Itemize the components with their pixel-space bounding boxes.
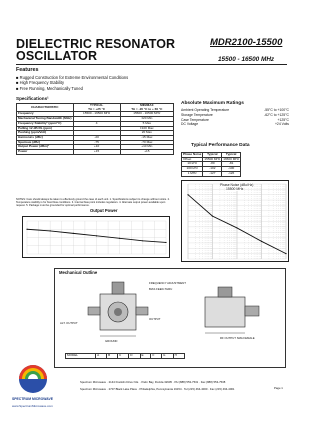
pn-point <box>261 241 262 242</box>
spec-cell: 4 <box>73 121 120 126</box>
spec-header-typ: TYPICAL TA = +25 °C <box>73 104 120 112</box>
output-power-title: Output Power <box>90 208 118 213</box>
pn-point <box>236 227 237 228</box>
features-list <box>16 75 128 91</box>
dims-cell: C <box>118 354 129 359</box>
spec-cell: 20 Max <box>120 131 173 136</box>
dims-cell: A <box>96 354 107 359</box>
pn-point <box>187 194 188 195</box>
feature-item-3: ■ Free Running, Mechanically Tuned <box>16 85 83 91</box>
spec-cell: -75 <box>73 140 120 145</box>
dims-cell: E <box>140 354 151 359</box>
page-title-line2: OSCILLATOR <box>16 49 98 63</box>
mech-label-rf-output: RF OUTPUT SMA FEMALE <box>220 336 255 340</box>
abs-max-value: -62°C to +125°C <box>264 112 289 117</box>
feature-item-2: ■ High Frequency Stability <box>16 80 64 86</box>
pn-header-0: Phase Noise <box>183 152 202 156</box>
mechanical-outline-box <box>54 268 286 368</box>
phase-noise-svg <box>182 181 289 262</box>
op-point <box>142 240 143 241</box>
op-point <box>73 233 74 234</box>
phase-noise-table <box>181 152 241 177</box>
logo-text: SPECTRUM MICROWAVE <box>12 397 54 401</box>
spec-cell: -15 Max <box>120 135 173 140</box>
specs-notes: NOTES: Care should always be taken to effectively ground the case of each unit. 1. Specifications subject to change without notice. 2. Temperature stability is for fixed bias conditions. 3. Internal bias point includes regulators. 4. Alternate output power available upon request. 5. Package must be grounded for optimal performance. <box>16 198 170 207</box>
abs-max-row <box>181 122 289 127</box>
abs-max-list <box>181 108 289 127</box>
dims-cell: F <box>151 354 162 359</box>
part-number: MDR2100-15500 <box>210 37 283 48</box>
spec-cell: ±100 Max <box>120 126 173 131</box>
specs-table <box>16 103 174 155</box>
abs-max-label: Ambient Operating Temperature <box>181 108 230 112</box>
header-rule <box>16 64 287 65</box>
pn-chart-subtitle: 15500 MHz <box>226 187 244 191</box>
pn-cell: -127 <box>203 171 222 176</box>
dims-cell: H <box>173 354 184 359</box>
mech-label-ground: GROUND <box>105 339 118 343</box>
spec-cell: -70 Max <box>120 140 173 145</box>
pn-sub-0: Offset <box>182 157 203 162</box>
pn-row <box>182 171 241 176</box>
spec-cell: Spurious (dBc) <box>17 140 74 145</box>
output-power-svg <box>23 217 170 258</box>
phase-noise-chart <box>181 180 289 262</box>
pn-cell: -126 <box>222 171 241 176</box>
op-point <box>50 230 51 231</box>
mech-heading: Mechanical Outline <box>59 270 98 275</box>
footer-page: Page 1 <box>274 386 283 390</box>
spec-cell: Frequency Stability² (ppm/°C) <box>17 121 74 126</box>
spec-cell: ±20 Min <box>120 117 173 122</box>
dims-cell: G <box>161 354 173 359</box>
footer-address-1: Spectrum Microwave · 2144 Franklin Drive N.E. · Palm Bay, Florida 32905 · PH (888) 553-7531 · Fax (888) 553-7538 <box>80 380 226 384</box>
spec-cell: +15 <box>73 150 120 155</box>
spec-header-char: CHARACTERISTIC <box>17 104 74 112</box>
abs-max-label: DC Voltage <box>181 122 199 127</box>
dims-cell: MODEL <box>66 354 96 359</box>
footer-url[interactable]: www.SpectrumMicrowave.com <box>12 404 53 408</box>
pn-cell: 10 kHz <box>182 162 203 167</box>
pn-point <box>285 253 286 254</box>
pn-cell: -102 <box>203 167 222 172</box>
pn-chart-title: Phase Noise (dBc/Hz) <box>220 183 254 187</box>
spec-cell: Pulling 12 dB RL (ppm) <box>17 126 74 131</box>
pn-header-1: Typical <box>203 153 222 158</box>
spec-cell: Harmonics (dBc) <box>17 135 74 140</box>
spec-row <box>17 150 174 155</box>
spec-cell: -20 <box>73 135 120 140</box>
mech-label-freq-adj: FREQUENCY ADJUSTMENT <box>149 281 186 285</box>
abs-max-value: +24 Volts <box>274 122 289 127</box>
op-point <box>165 242 166 243</box>
abs-max-value: -55°C to +100°C <box>264 108 289 112</box>
pn-cell: 1 MHz <box>182 171 203 176</box>
mech-label-alt-output: ALT. OUTPUT <box>60 321 78 325</box>
logo-graphic <box>16 362 50 396</box>
spec-cell: Mechanical Tuning Bandwidth (MHz) <box>18 116 72 121</box>
pn-cell: 100 kHz <box>182 167 203 172</box>
mech-label-bias: BIAS FEED-THRU <box>149 287 173 291</box>
mech-label-output: OUTPUT <box>149 317 161 321</box>
spec-cell: Pushing (ppm/Volt) <box>17 131 74 136</box>
spec-header-max: MIN/MAX TA = -20 °C to + 60 °C <box>120 104 173 112</box>
op-point <box>119 238 120 239</box>
spec-cell: 15500 - 16500 MHz <box>120 112 173 117</box>
footer-address-2: Spectrum Microwave · 2707 Black Lake Place · Philadelphia, Pennsylvania 19154 · Tel (215) 464-4000 · Fax (215) 464-4001 <box>80 387 235 391</box>
spec-cell: +15 <box>120 150 173 155</box>
feature-item-1: ■ Rugged Construction for Extreme Environmental Conditions <box>16 75 129 80</box>
pn-sub-2: 16500 MHz <box>223 156 240 161</box>
dims-cell: B <box>107 354 118 359</box>
dims-table <box>65 353 185 359</box>
pn-cell: -80 <box>203 162 222 167</box>
output-power-chart <box>22 216 170 258</box>
spec-cell: Output Power (dBm)³ <box>17 145 74 150</box>
features-heading: Features <box>16 67 39 73</box>
op-point <box>96 235 97 236</box>
page-title-line1: DIELECTRIC RESONATOR <box>16 37 176 51</box>
spec-cell: 15500 - 16500 MHz <box>73 112 120 117</box>
abs-max-label: Case Temperature <box>181 117 209 122</box>
frequency-range: 15500 - 16500 MHz <box>218 56 275 63</box>
pn-header-2: Typical <box>222 153 241 158</box>
abs-max-label: Storage Temperature <box>181 112 213 117</box>
specs-heading: Specifications¹ <box>16 96 49 101</box>
pn-sub-1: 15500 MHz <box>204 156 221 161</box>
pn-cell: -81 <box>222 162 241 167</box>
pn-cell: -100 <box>222 167 241 172</box>
abs-max-heading: Absolute Maximum Ratings <box>181 101 244 106</box>
spec-cell: 5 Max <box>120 121 173 126</box>
abs-max-value: +125°C <box>277 117 289 122</box>
spec-cell: Power <box>17 150 74 155</box>
perf-heading: Typical Performance Data <box>191 143 250 148</box>
spec-cell: +10 Min <box>120 145 173 150</box>
op-point <box>26 229 27 230</box>
dims-cell: D <box>129 354 140 359</box>
spec-cell: Frequency <box>17 112 74 117</box>
spec-cell: +10 <box>73 145 120 150</box>
spectrum-logo <box>16 362 50 396</box>
pn-point <box>212 216 213 217</box>
